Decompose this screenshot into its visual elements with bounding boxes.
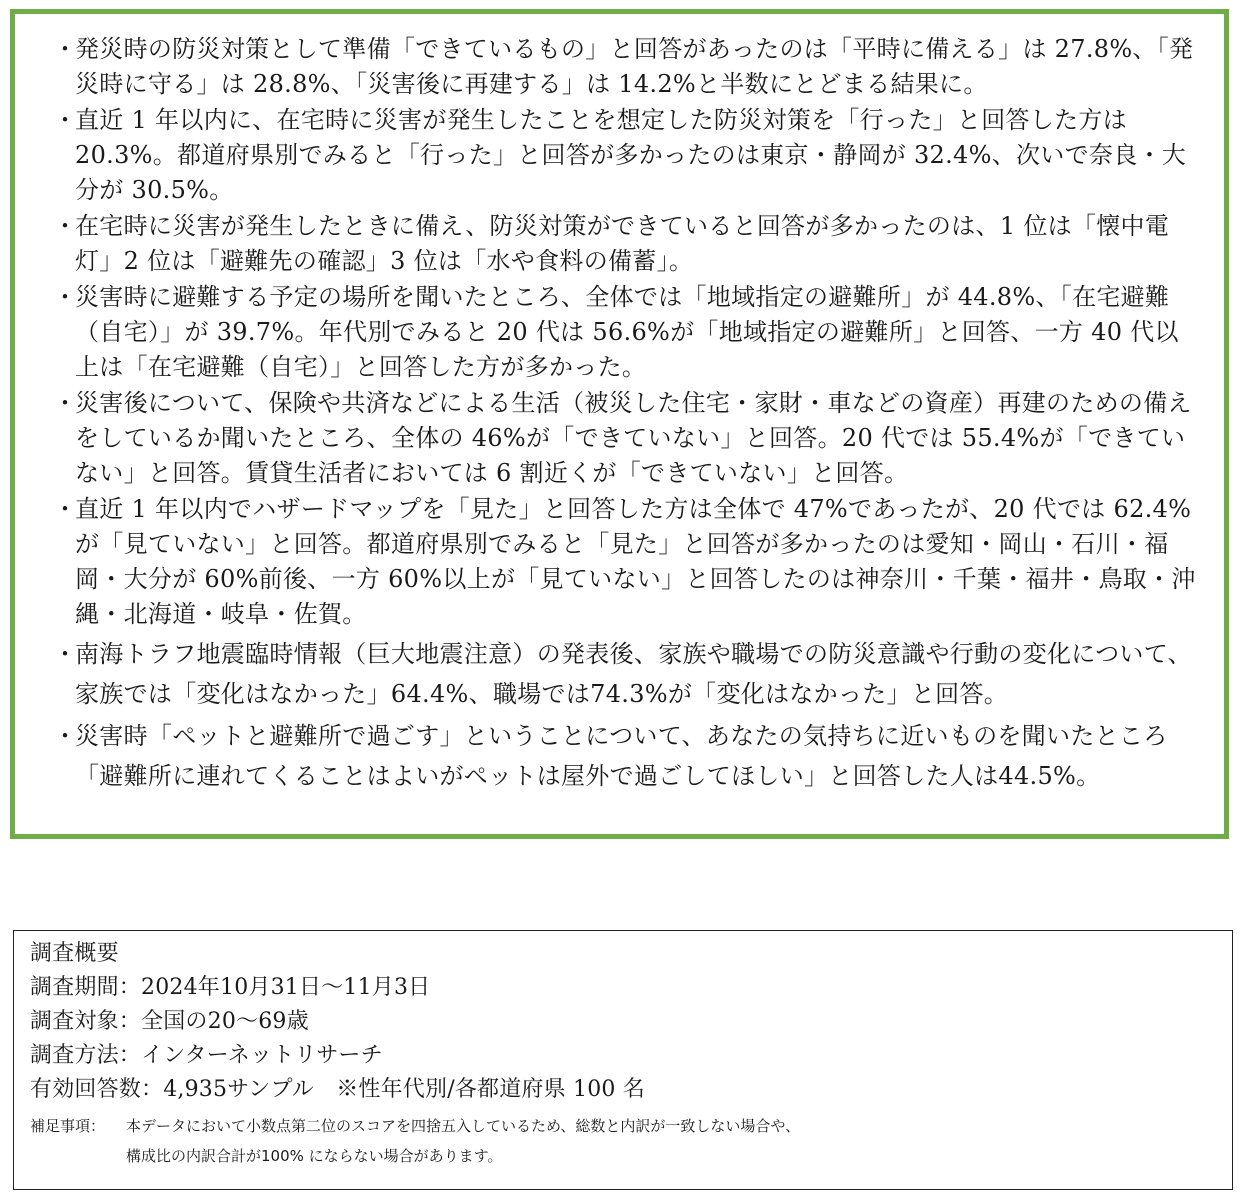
finding-text: 災害後について、保険や共済などによる生活（被災した住宅・家財・車などの資産）再建のための備えをしているか聞いたところ、全体の 46%が「できていない」と回答。20 代では 55.4%が「できていない」と回答。賃貸生活者においては 6 割近くが「できていない」と回答。 (75, 389, 1192, 487)
survey-title: 調査概要 (30, 941, 119, 966)
note-line-2: 構成比の内訳合計が100% にならない場合があります。 (126, 1147, 503, 1165)
survey-row-value: 2024年10月31日～11月3日 (141, 975, 431, 1000)
survey-period-row (30, 971, 1232, 1005)
finding-item (53, 634, 1196, 714)
survey-row-label: 調査期間： (30, 975, 142, 1000)
survey-row-value: 全国の20～69歳 (141, 1009, 309, 1034)
finding-item (53, 386, 1196, 491)
bullet: ・ (53, 212, 78, 240)
bullet: ・ (53, 283, 78, 311)
finding-text: 災害時「ペットと避難所で過ごす」ということについて、あなたの気持ちに近いものを聞いたところ「避難所に連れてくることはよいがペットは屋外で過ごしてほしい」と回答した人は44.5%。 (75, 722, 1168, 790)
finding-text: 直近 1 年以内でハザードマップを「見た」と回答した方は全体で 47%であったが、20 代では 62.4%が「見ていない」と回答。都道府県別でみると「見た」と回答が多かったのは愛知・岡山・石川・福岡・大分が 60%前後、一方 60%以上が「見ていない」と回答したのは神奈川・千葉・福井・鳥取・沖縄・北海道・岐阜・佐賀。 (75, 495, 1196, 628)
note-line-1: 本データにおいて小数点第二位のスコアを四捨五入しているため、総数と内訳が一致しない場合や、 (126, 1117, 801, 1135)
bullet: ・ (53, 106, 78, 134)
survey-method-row (30, 1039, 1232, 1073)
survey-responses-row (30, 1073, 1232, 1107)
survey-row-label: 調査方法： (30, 1043, 142, 1068)
bullet: ・ (53, 495, 78, 523)
finding-text: 直近 1 年以内に、在宅時に災害が発生したことを想定した防災対策を「行った」と回答した方は 20.3%。都道府県別でみると「行った」と回答が多かったのは東京・静岡が 32.4%、次いで奈良・大分が 30.5%。 (75, 106, 1187, 204)
findings-box (10, 9, 1229, 839)
bullet: ・ (53, 389, 78, 417)
survey-note (30, 1111, 1232, 1171)
survey-overview-box (13, 930, 1233, 1190)
finding-text: 災害時に避難する予定の場所を聞いたところ、全体では「地域指定の避難所」が 44.8%、「在宅避難（自宅）」が 39.7%。年代別でみると 20 代は 56.6%が「地域指定の避難所」と回答、一方 40 代以上は「在宅避難（自宅）」と回答した方が多かった。 (75, 283, 1179, 381)
survey-row-value: 4,935サンプル ※性年代別/各都道府県 100 名 (163, 1077, 645, 1102)
note-label: 補足事項： (30, 1117, 106, 1135)
finding-item (53, 492, 1196, 632)
finding-item (53, 103, 1196, 208)
finding-text: 発災時の防災対策として準備「できているもの」と回答があったのは「平時に備える」は 27.8%、「発災時に守る」は 28.8%、「災害後に再建する」は 14.2%と半数にとどまる結果に。 (75, 35, 1194, 98)
survey-row-label: 有効回答数： (30, 1077, 164, 1102)
survey-row-label: 調査対象： (30, 1009, 142, 1034)
bullet: ・ (53, 35, 78, 63)
survey-target-row (30, 1005, 1232, 1039)
finding-text: 在宅時に災害が発生したときに備え、防災対策ができていると回答が多かったのは、1 位は「懐中電灯」2 位は「避難先の確認」3 位は「水や食料の備蓄」。 (75, 212, 1170, 275)
bullet: ・ (53, 722, 78, 750)
bullet: ・ (53, 640, 78, 668)
finding-item (53, 32, 1196, 102)
finding-item (53, 716, 1196, 796)
finding-item (53, 209, 1196, 279)
finding-item (53, 280, 1196, 385)
finding-text: 南海トラフ地震臨時情報（巨大地震注意）の発表後、家族や職場での防災意識や行動の変化について、家族では「変化はなかった」64.4%、職場では74.3%が「変化はなかった」と回答。 (75, 640, 1192, 708)
survey-row-value: インターネットリサーチ (141, 1043, 383, 1068)
